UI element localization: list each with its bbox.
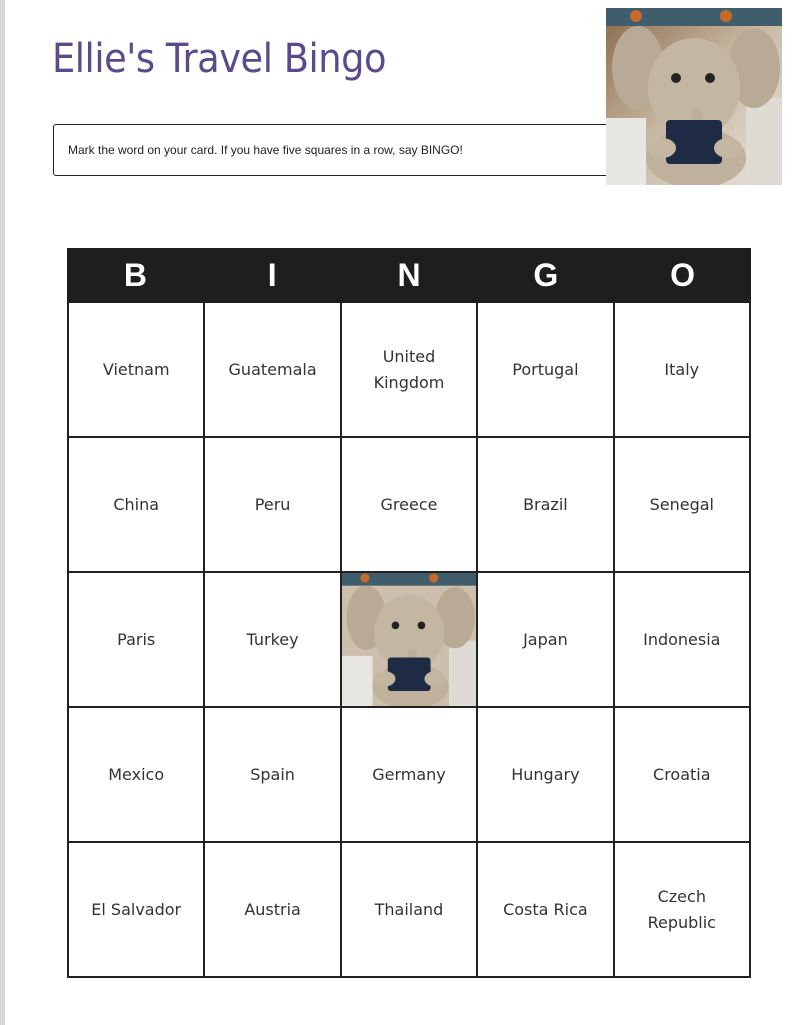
bingo-header-n: N bbox=[397, 257, 421, 293]
bingo-header-row bbox=[67, 248, 751, 303]
bingo-card bbox=[67, 248, 751, 978]
bingo-cell: United Kingdom bbox=[342, 303, 478, 438]
bingo-cell: Turkey bbox=[205, 573, 341, 708]
bingo-header-g: G bbox=[533, 257, 559, 293]
bingo-grid bbox=[67, 303, 751, 978]
bingo-cell: China bbox=[69, 438, 205, 573]
bingo-cell: Czech Republic bbox=[615, 843, 751, 978]
bingo-cell: Mexico bbox=[69, 708, 205, 843]
elephant-photo-icon bbox=[606, 8, 782, 185]
page-edge bbox=[0, 0, 5, 1025]
bingo-cell: Paris bbox=[69, 573, 205, 708]
bingo-cell: Portugal bbox=[478, 303, 614, 438]
bingo-cell: Italy bbox=[615, 303, 751, 438]
bingo-cell: Brazil bbox=[478, 438, 614, 573]
bingo-cell: Peru bbox=[205, 438, 341, 573]
bingo-cell: Hungary bbox=[478, 708, 614, 843]
bingo-cell: Guatemala bbox=[205, 303, 341, 438]
bingo-cell: Senegal bbox=[615, 438, 751, 573]
bingo-cell: Thailand bbox=[342, 843, 478, 978]
instructions-text: Mark the word on your card. If you have five squares in a row, say BINGO! bbox=[68, 143, 463, 157]
bingo-cell: Croatia bbox=[615, 708, 751, 843]
page-title: Ellie's Travel Bingo bbox=[52, 36, 387, 82]
bingo-cell: Japan bbox=[478, 573, 614, 708]
bingo-cell: Vietnam bbox=[69, 303, 205, 438]
free-space-elephant-icon bbox=[342, 573, 478, 708]
bingo-header-i: I bbox=[267, 257, 277, 293]
instructions-box bbox=[53, 124, 613, 176]
bingo-cell: Greece bbox=[342, 438, 478, 573]
bingo-cell: Germany bbox=[342, 708, 478, 843]
bingo-header-o: O bbox=[670, 257, 696, 293]
bingo-cell: Spain bbox=[205, 708, 341, 843]
bingo-cell: Costa Rica bbox=[478, 843, 614, 978]
bingo-cell: Austria bbox=[205, 843, 341, 978]
bingo-header-b: B bbox=[123, 257, 147, 293]
bingo-cell: Indonesia bbox=[615, 573, 751, 708]
bingo-cell: El Salvador bbox=[69, 843, 205, 978]
